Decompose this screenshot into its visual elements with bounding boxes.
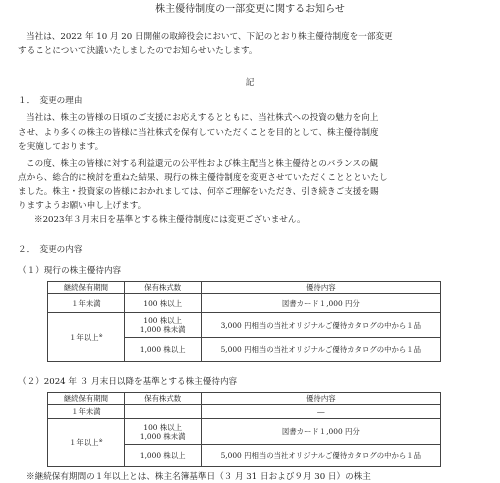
table-row [48, 405, 441, 419]
cell-benefit: 図書カード１,000 円分 [201, 294, 440, 313]
reason-para1-line-1: 当社は、株主の皆様の日頃のご支援にお応えするとともに、当社株式への投資の魅力を向上 [26, 113, 379, 123]
ki-heading: 記 [245, 78, 255, 88]
table-header-row [48, 282, 441, 294]
cell-period [48, 313, 125, 362]
period-text: １年以上 [69, 438, 99, 447]
new-benefit-heading: （２）2024 年 ３ 月末日以降を基準とする株主優待内容 [18, 377, 238, 387]
cell-benefit: 図書カード１,000 円分 [201, 419, 440, 445]
reason-para1-line-2: させ、より多くの株主の皆様に当社株式を保有していただくことを目的として、株主優待制度 [18, 128, 379, 138]
intro-line-1: 当社は、2022 年 10 月 20 日開催の取締役会において、下記のとおり株主優待制度を一部変更 [26, 32, 393, 42]
current-benefit-table [47, 281, 441, 362]
current-benefit-heading: （１）現行の株主優待内容 [18, 266, 122, 276]
footnote-text: ※継続保有期間の１年以上とは、株主名簿基準日（３ 月 31 日および９月 30 日）の株主 [26, 472, 371, 482]
intro-line-2: することについて決議いたしましたのでお知らせいたします。 [18, 46, 258, 56]
table-row [48, 419, 441, 445]
shares-min: 100 株以上 [143, 316, 183, 325]
document-title: 株主優待制度の一部変更に関するお知らせ [155, 4, 345, 15]
header-benefit: 優待内容 [201, 393, 440, 405]
footnote-mark: ※ [98, 438, 103, 444]
shares-max: 1,000 株未満 [139, 325, 186, 334]
section-2-heading: ２． 変更の内容 [18, 245, 83, 255]
cell-benefit: ― [201, 405, 440, 419]
table-row [48, 294, 441, 313]
cell-benefit: 5,000 円相当の当社オリジナルご優待カタログの中から１品 [201, 445, 440, 467]
cell-period: １年未満 [48, 294, 125, 313]
header-period: 継続保有期間 [48, 393, 125, 405]
reason-para2-line-2: 点から、総合的に検討を重ねた結果、現行の株主優待制度を変更させていただくこととといたし [18, 173, 388, 183]
header-benefit: 優待内容 [201, 282, 440, 294]
period-text: １年以上 [69, 332, 99, 342]
cell-benefit: 5,000 円相当の当社オリジナルご優待カタログの中から１品 [201, 338, 440, 362]
cell-period [48, 419, 125, 467]
shares-max: 1,000 株未満 [139, 431, 186, 441]
new-benefit-table [47, 392, 441, 467]
table-header-row [48, 393, 441, 405]
header-period: 継続保有期間 [48, 282, 125, 294]
section-1-heading: １． 変更の理由 [18, 96, 83, 106]
cell-shares: 1,000 株以上 [124, 338, 201, 362]
reason-para2-line-3: ました。株主・投資家の皆様におかれましては、何卒ご理解をいただき、引き続きご支援を賜 [18, 187, 379, 197]
cell-shares: 1,000 株以上 [124, 445, 201, 467]
table-row [48, 313, 441, 338]
shares-min: 100 株以上 [143, 422, 183, 432]
reason-para1-line-3: を実施しております。 [18, 142, 104, 152]
reason-para2-line-4: りますようお願い申し上げます。 [18, 201, 147, 211]
header-shares: 保有株式数 [124, 393, 201, 405]
header-shares: 保有株式数 [124, 282, 201, 294]
cell-shares [124, 405, 201, 419]
cell-benefit: 3,000 円相当の当社オリジナルご優待カタログの中から１品 [201, 313, 440, 338]
cell-shares [124, 313, 201, 338]
reason-note: ※2023年３月末日を基準とする株主優待制度には変更ございません。 [34, 215, 306, 225]
footnote-mark: ※ [98, 332, 103, 339]
cell-shares: 100 株以上 [124, 294, 201, 313]
reason-para2-line-1: この度、株主の皆様に対する利益還元の公平性および株主配当と株主優待とのバランスの観 [26, 159, 379, 169]
cell-period: １年未満 [48, 405, 125, 419]
cell-shares [124, 419, 201, 445]
